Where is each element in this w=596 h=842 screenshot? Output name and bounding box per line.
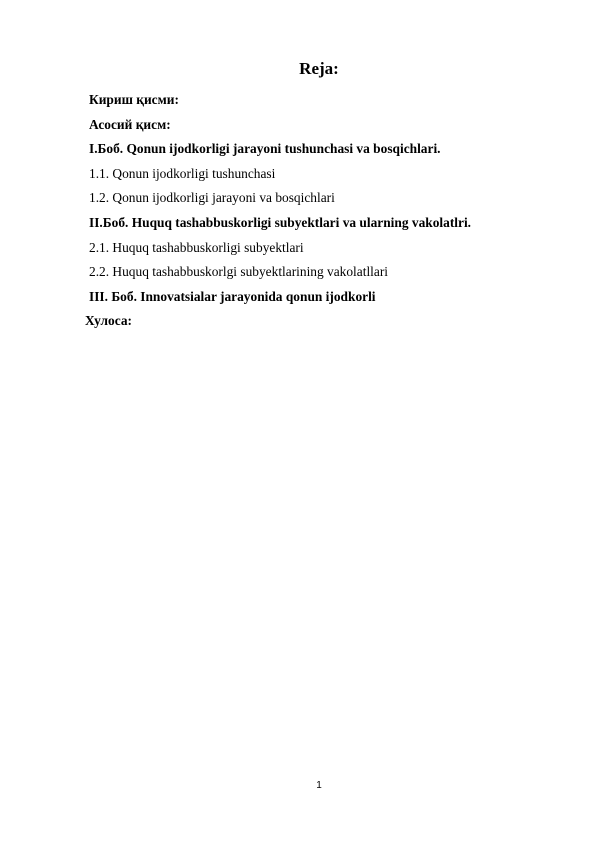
- toc-item-section-2-2: 2.2. Huquq tashabbuskorlgi subyektlarining vakolatllari: [89, 264, 389, 280]
- toc-item-section-1-1: 1.1. Qonun ijodkorligi tushunchasi: [89, 165, 276, 181]
- toc-item-main-part: Асосий қисм:: [89, 116, 171, 132]
- page-number: 1: [316, 780, 322, 791]
- toc-item-section-2-1: 2.1. Huquq tashabbuskorligi subyektlari: [89, 239, 304, 255]
- table-of-contents: [85, 88, 549, 334]
- page-title: Reja:: [299, 59, 339, 78]
- toc-item-chapter-3: III. Боб. Innovatsialar jarayonida qonun ijodkorli: [89, 288, 376, 304]
- toc-item-conclusion: Хулоса:: [85, 313, 132, 329]
- toc-item-chapter-1: I.Боб. Qonun ijodkorligi jarayoni tushunchasi va bosqichlari.: [89, 141, 441, 157]
- toc-item-introduction: Кириш қисми:: [89, 92, 179, 107]
- toc-item-section-1-2: 1.2. Qonun ijodkorligi jarayoni va bosqichlari: [89, 190, 335, 206]
- toc-item-chapter-2: II.Боб. Huquq tashabbuskorligi subyektlari va ularning vakolatlri.: [89, 214, 472, 230]
